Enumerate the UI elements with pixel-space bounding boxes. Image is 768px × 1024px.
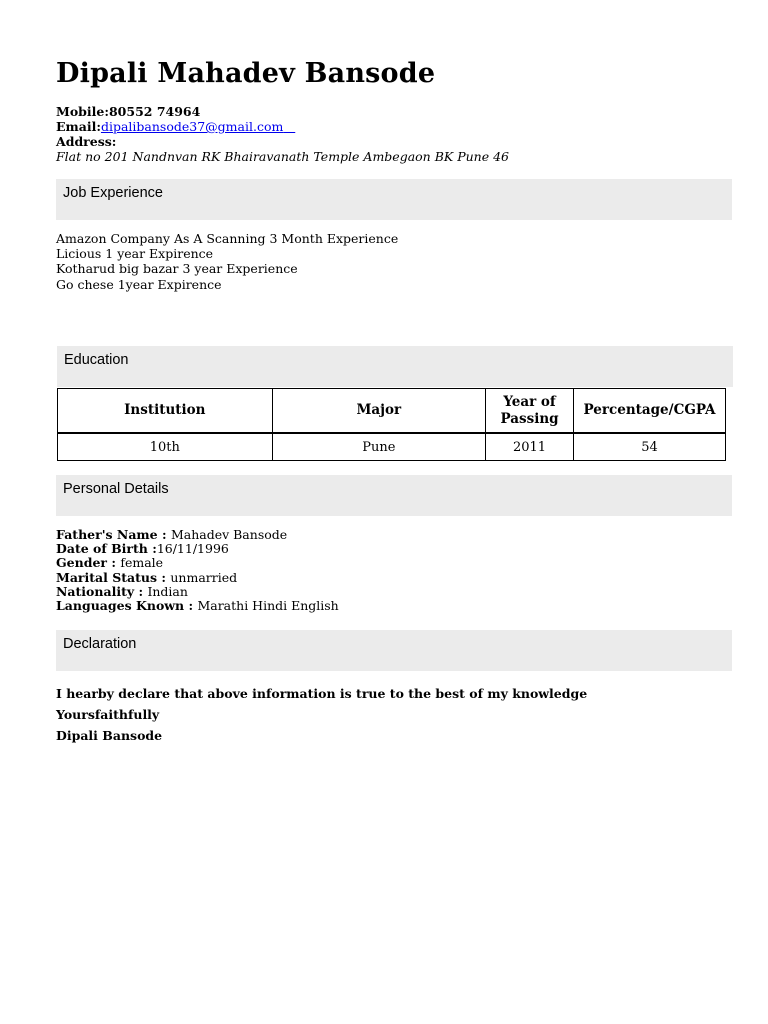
personal-details: [56, 528, 339, 613]
section-title: Job Experience: [63, 185, 163, 201]
address-value: Flat no 201 Nandnvan RK Bhairavanath Temple Ambegaon BK Pune 46: [56, 149, 509, 164]
section-title: Education: [64, 352, 129, 368]
mobile-line: [56, 104, 509, 119]
address-line: [56, 134, 509, 149]
email-link-trail[interactable]: [283, 119, 295, 134]
nationality-value: Indian: [147, 583, 188, 599]
header-percentage: Percentage/CGPA: [574, 389, 726, 434]
gender-line: [56, 556, 339, 570]
mobile-label: Mobile:: [56, 104, 109, 119]
header-year-text: Year of Passing: [500, 393, 559, 427]
address-label: Address:: [56, 134, 117, 149]
dob-label: Date of Birth :: [56, 541, 157, 557]
father-label: Father's Name :: [56, 527, 171, 542]
marital-value: unmarried: [170, 569, 238, 585]
section-job-experience: [56, 179, 732, 220]
father-value: Mahadev Bansode: [170, 527, 288, 542]
dob-line: [56, 542, 339, 556]
email-link[interactable]: dipalibansode37@gmail.com: [100, 119, 284, 134]
table-header-row: [58, 389, 726, 434]
marital-line: [56, 571, 339, 585]
experience-item: Go chese 1year Expirence: [56, 276, 222, 292]
section-education: [57, 346, 733, 387]
section-title: Declaration: [63, 636, 137, 652]
header-major: Major: [272, 389, 485, 434]
mobile-value: 80552 74964: [108, 104, 201, 119]
cell-major: Pune: [272, 433, 485, 461]
father-line: [56, 528, 339, 542]
header-institution: Institution: [58, 389, 273, 434]
section-personal-details: [56, 475, 732, 516]
cell-institution: 10th: [58, 433, 273, 461]
marital-label: Marital Status :: [56, 569, 171, 585]
cell-year: 2011: [486, 433, 574, 461]
contact-block: [56, 104, 509, 164]
languages-label: Languages Known :: [56, 598, 198, 614]
languages-value: Marathi Hindi English: [197, 598, 339, 614]
gender-value: female: [120, 555, 164, 571]
declaration-statement: I hearby declare that above information is true to the best of my knowledge: [56, 686, 588, 701]
nationality-label: Nationality :: [56, 583, 148, 599]
declaration-block: [56, 683, 587, 746]
candidate-name: Dipali Mahadev Bansode: [56, 58, 436, 89]
email-label: Email:: [56, 119, 101, 134]
header-year: [486, 389, 574, 434]
declaration-signature: Dipali Bansode: [56, 728, 163, 743]
dob-value: 16/11/1996: [156, 541, 229, 557]
section-title: Personal Details: [63, 481, 169, 497]
experience-item: Amazon Company As A Scanning 3 Month Experience: [56, 231, 399, 246]
gender-label: Gender :: [56, 555, 121, 571]
cell-percentage: 54: [574, 433, 726, 461]
languages-line: [56, 599, 339, 613]
declaration-closing: Yoursfaithfully: [56, 707, 160, 722]
education-table: [57, 388, 726, 461]
experience-item: Kotharud big bazar 3 year Experience: [56, 261, 298, 277]
experience-item: Licious 1 year Expirence: [56, 246, 214, 262]
section-declaration: [56, 630, 732, 671]
nationality-line: [56, 585, 339, 599]
experience-list: [56, 231, 398, 292]
email-line: [56, 119, 509, 134]
table-row: [58, 433, 726, 461]
